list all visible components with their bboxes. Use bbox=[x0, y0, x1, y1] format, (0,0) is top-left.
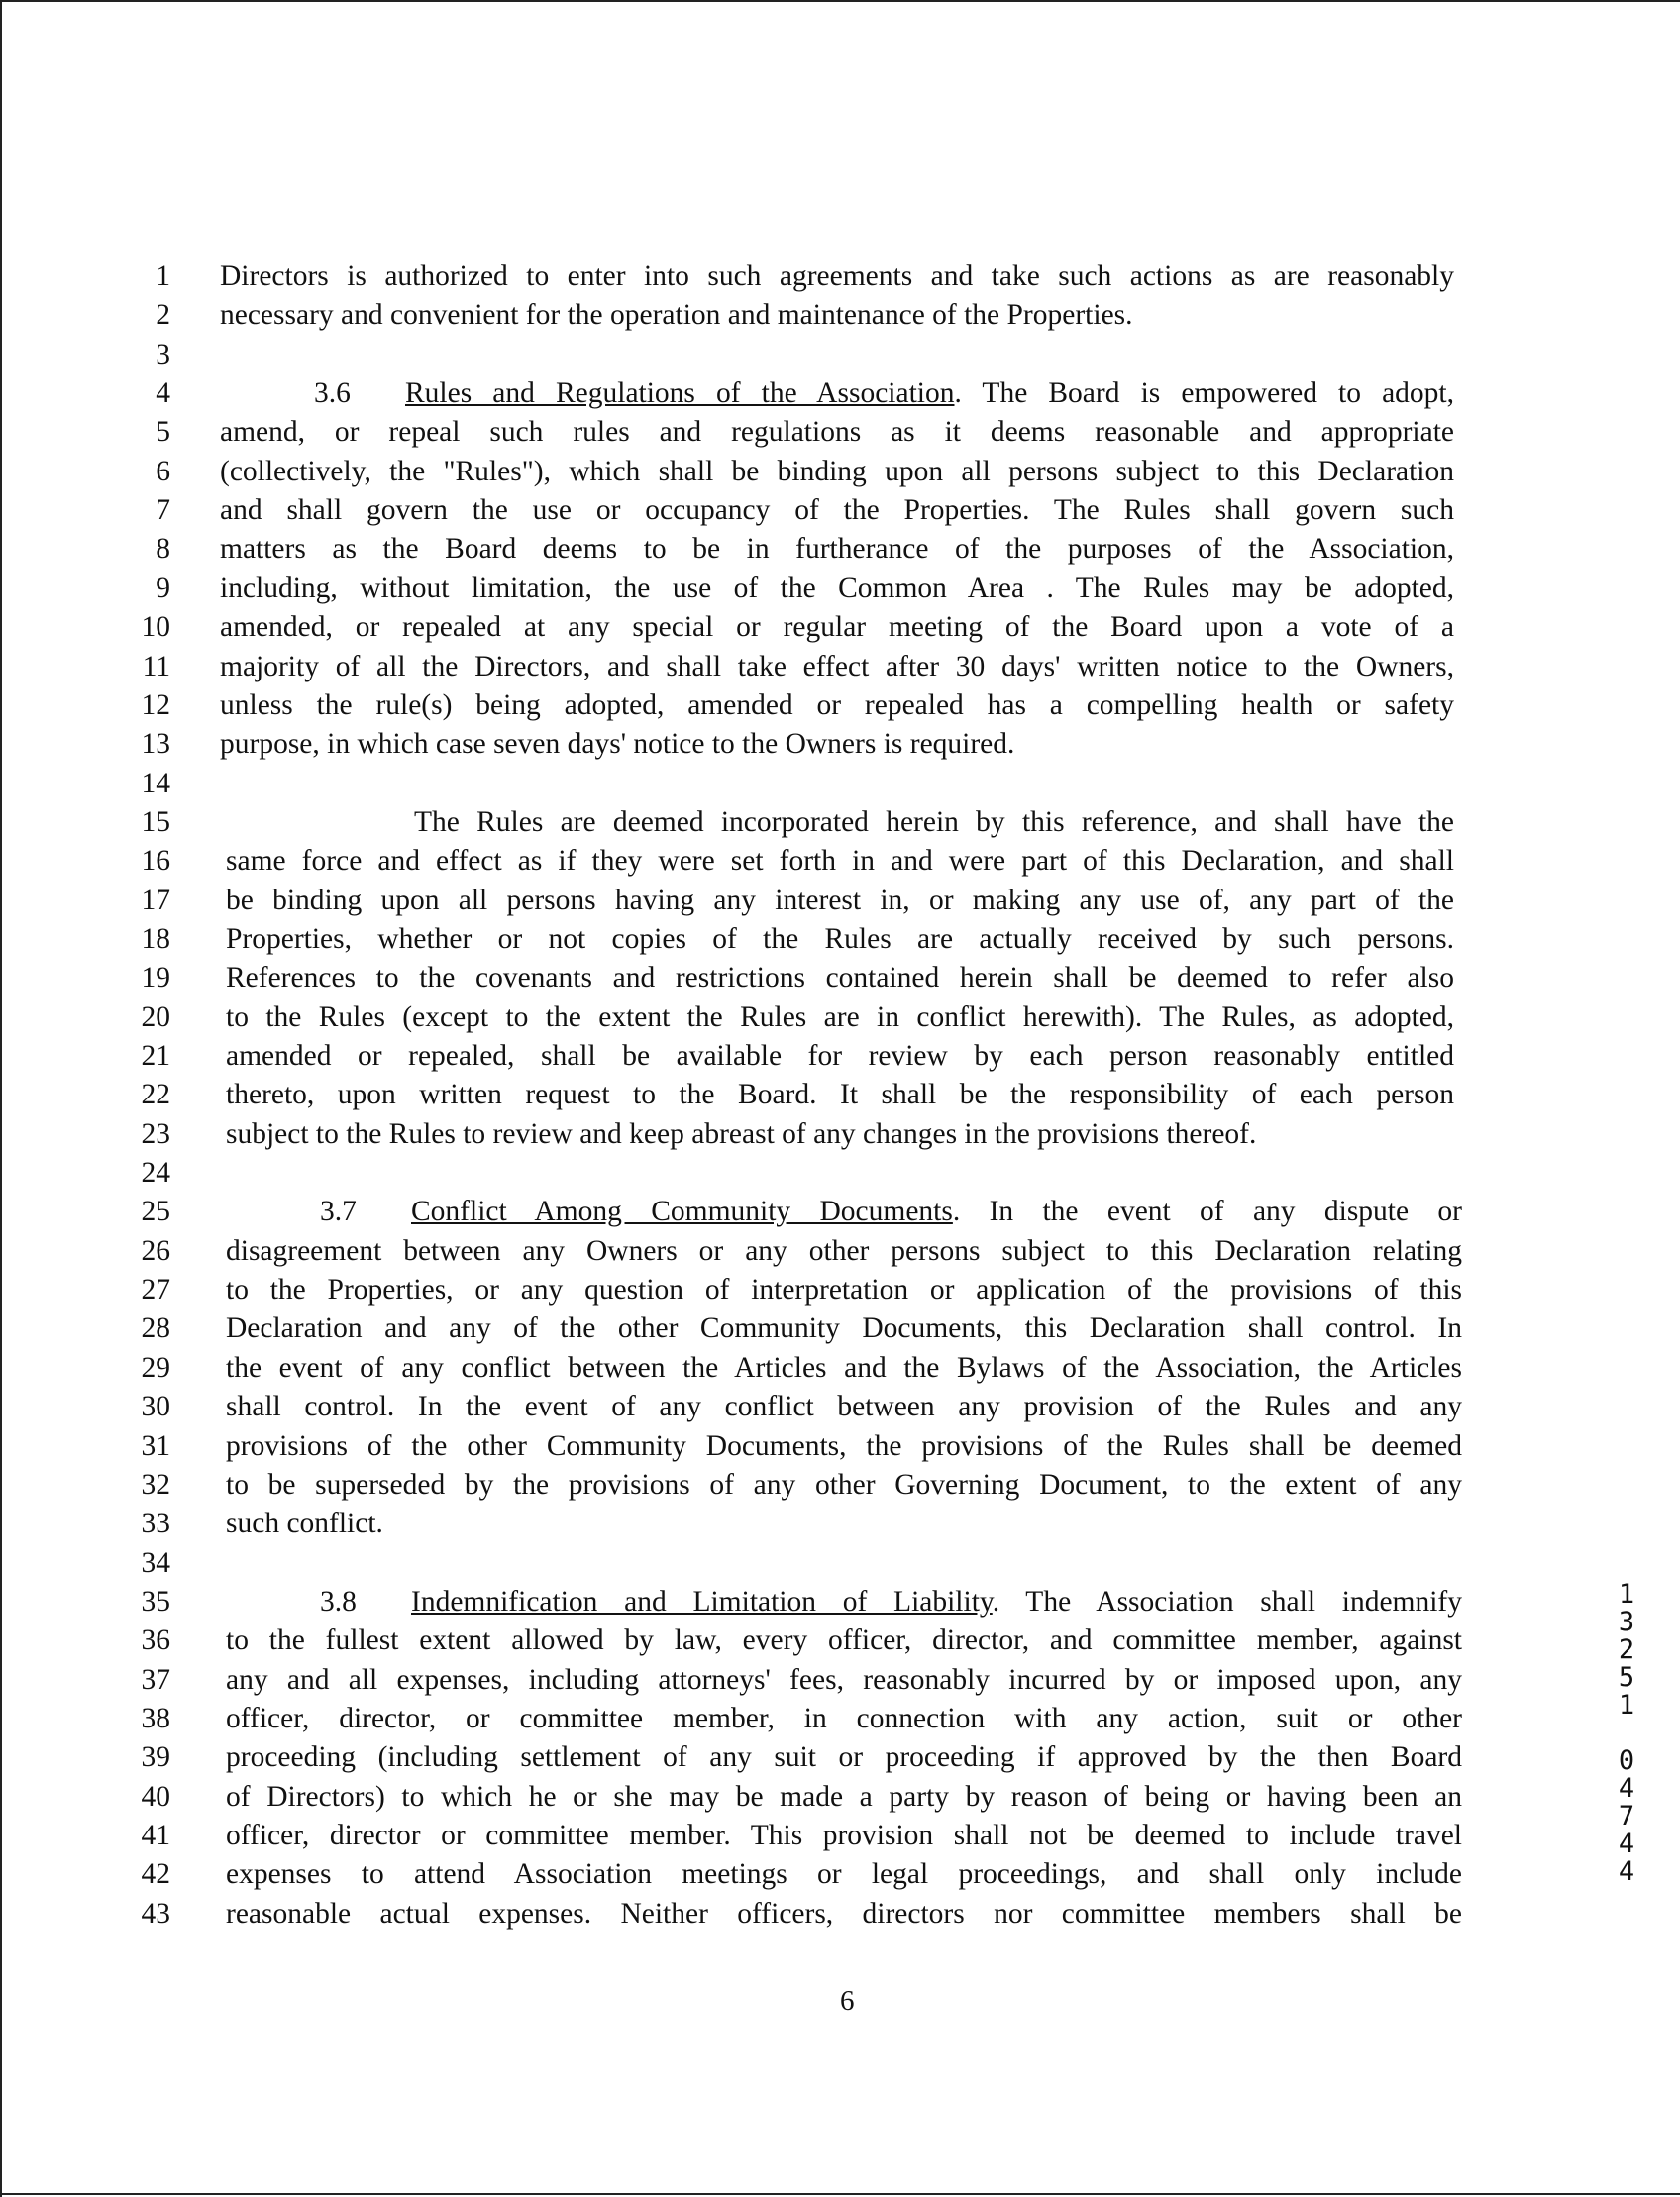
document-line bbox=[0, 1192, 1680, 1231]
line-text: The Rules are deemed incorporated herein by this reference, and shall have the bbox=[414, 805, 1454, 838]
line-text: References to the covenants and restrictions contained herein shall be deemed to refer also bbox=[226, 962, 1454, 994]
document-line bbox=[0, 1816, 1680, 1855]
line-number: 4 bbox=[156, 377, 170, 410]
line-number: 37 bbox=[141, 1663, 170, 1696]
line-number: 41 bbox=[141, 1820, 170, 1851]
document-line bbox=[0, 295, 1680, 335]
line-text: Declaration and any of the other Community Documents, this Declaration shall control. In bbox=[226, 1312, 1462, 1345]
line-text: unless the rule(s) being adopted, amended or repealed has a compelling health or safety bbox=[220, 688, 1454, 721]
line-text: purpose, in which case seven days' notice to the Owners is required. bbox=[220, 728, 1015, 761]
document-line bbox=[0, 607, 1680, 647]
line-text: disagreement between any Owners or any other persons subject to this Declaration relating bbox=[226, 1234, 1462, 1267]
document-line bbox=[0, 1465, 1680, 1505]
line-number: 15 bbox=[141, 805, 170, 838]
line-text: Properties, whether or not copies of the Rules are actually received by such persons. bbox=[226, 922, 1454, 955]
document-line bbox=[0, 724, 1680, 764]
document-line bbox=[0, 412, 1680, 452]
line-number: 17 bbox=[141, 884, 170, 916]
line-number: 13 bbox=[141, 728, 170, 761]
line-text: officer, director, or committee member, in connection with any action, suit or other bbox=[226, 1702, 1462, 1734]
document-line bbox=[0, 373, 1680, 413]
line-text: matters as the Board deems to be in furtherance of the purposes of the Association, bbox=[220, 533, 1454, 566]
document-line bbox=[0, 1854, 1680, 1894]
section-number: 3.8 bbox=[320, 1585, 357, 1618]
section-heading: Indemnification and Limitation of Liability bbox=[411, 1585, 993, 1618]
line-number: 40 bbox=[141, 1780, 170, 1813]
line-text bbox=[320, 1192, 1462, 1231]
line-number: 9 bbox=[156, 572, 170, 604]
document-line bbox=[0, 1773, 1680, 1817]
section-heading: Rules and Regulations of the Association bbox=[405, 377, 955, 410]
document-line bbox=[0, 1075, 1680, 1114]
document-line bbox=[0, 1114, 1680, 1154]
line-text: subject to the Rules to review and keep abreast of any changes in the provisions thereof. bbox=[226, 1117, 1257, 1150]
line-number: 39 bbox=[141, 1741, 170, 1774]
line-number: 28 bbox=[141, 1312, 170, 1345]
document-line bbox=[0, 1504, 1680, 1543]
line-text: majority of all the Directors, and shall take effect after 30 days' written notice to the Owners, bbox=[220, 650, 1454, 682]
document-line bbox=[0, 881, 1680, 920]
line-number: 22 bbox=[141, 1079, 170, 1111]
line-text: to the Rules (except to the extent the Rules are in conflict herewith). The Rules, as adopted, bbox=[226, 1000, 1454, 1033]
line-text: any and all expenses, including attorneys' fees, reasonably incurred by or imposed upon, any bbox=[226, 1663, 1462, 1696]
stamp-digit: 5 bbox=[1618, 1662, 1635, 1693]
line-number: 19 bbox=[141, 962, 170, 994]
stamp-digit: 2 bbox=[1618, 1634, 1635, 1665]
line-number: 25 bbox=[141, 1196, 170, 1228]
line-number: 34 bbox=[141, 1546, 170, 1579]
page-number: 6 bbox=[840, 1985, 855, 2017]
line-number: 35 bbox=[141, 1585, 170, 1618]
line-number: 43 bbox=[141, 1897, 170, 1930]
stamp-digit: 4 bbox=[1618, 1856, 1635, 1887]
stamp-digit: 3 bbox=[1618, 1607, 1635, 1637]
line-number: 23 bbox=[141, 1117, 170, 1150]
document-line bbox=[0, 997, 1680, 1037]
stamp-digit: 4 bbox=[1618, 1829, 1635, 1859]
stamp-digit: 4 bbox=[1618, 1773, 1635, 1804]
line-number: 2 bbox=[156, 299, 170, 332]
line-text: to the fullest extent allowed by law, every officer, director, and committee member, against bbox=[226, 1624, 1462, 1657]
line-number: 31 bbox=[141, 1429, 170, 1462]
line-number: 8 bbox=[156, 533, 170, 566]
line-text bbox=[314, 373, 1454, 413]
page-border-bottom bbox=[0, 2193, 1680, 2195]
line-number: 24 bbox=[141, 1157, 170, 1190]
line-number: 38 bbox=[141, 1702, 170, 1734]
line-text: shall control. In the event of any conflict between any provision of the Rules and any bbox=[226, 1391, 1462, 1423]
line-text: proceeding (including settlement of any suit or proceeding if approved by the then Board bbox=[226, 1741, 1462, 1774]
document-line bbox=[0, 1543, 1680, 1583]
section-text: . The Board is empowered to adopt, bbox=[954, 377, 1454, 410]
stamp-digit: 1 bbox=[1618, 1690, 1635, 1721]
line-text: to be superseded by the provisions of any other Governing Document, to the extent of any bbox=[226, 1468, 1462, 1501]
line-text: reasonable actual expenses. Neither officers, directors nor committee members shall be bbox=[226, 1897, 1462, 1930]
line-number: 36 bbox=[141, 1624, 170, 1657]
line-text: officer, director or committee member. This provision shall not be deemed to include travel bbox=[226, 1820, 1462, 1851]
document-line bbox=[0, 569, 1680, 608]
section-text: . In the event of any dispute or bbox=[952, 1196, 1462, 1228]
document-line bbox=[0, 529, 1680, 569]
stamp-digit: 0 bbox=[1618, 1745, 1635, 1776]
document-line bbox=[0, 1231, 1680, 1271]
document-line bbox=[0, 335, 1680, 374]
line-text: same force and effect as if they were set forth in and were part of this Declaration, and shall bbox=[226, 845, 1454, 878]
recording-stamp bbox=[1617, 1581, 1636, 1886]
line-text: Directors is authorized to enter into such agreements and take such actions as are reasonably bbox=[220, 261, 1454, 292]
document-line bbox=[0, 1348, 1680, 1388]
line-number: 32 bbox=[141, 1468, 170, 1501]
line-text: amended, or repealed at any special or regular meeting of the Board upon a vote of a bbox=[220, 611, 1454, 644]
page-border-top bbox=[0, 0, 1680, 2]
line-number: 29 bbox=[141, 1351, 170, 1384]
document-line bbox=[0, 1426, 1680, 1466]
line-text: expenses to attend Association meetings or legal proceedings, and shall only include bbox=[226, 1858, 1462, 1891]
document-line bbox=[0, 1621, 1680, 1660]
stamp-digit: 7 bbox=[1618, 1801, 1635, 1831]
document-line bbox=[0, 647, 1680, 686]
document-line bbox=[0, 1737, 1680, 1777]
line-number: 18 bbox=[141, 922, 170, 955]
line-number: 21 bbox=[141, 1040, 170, 1072]
line-text: and shall govern the use or occupancy of the Properties. The Rules shall govern such bbox=[220, 494, 1454, 527]
line-number: 12 bbox=[141, 688, 170, 721]
document-line bbox=[0, 1153, 1680, 1193]
line-text: to the Properties, or any question of interpretation or application of the provisions of this bbox=[226, 1274, 1462, 1307]
document-line bbox=[0, 1660, 1680, 1700]
line-text: amend, or repeal such rules and regulations as it deems reasonable and appropriate bbox=[220, 416, 1454, 449]
line-number: 6 bbox=[156, 455, 170, 487]
line-text: including, without limitation, the use of the Common Area . The Rules may be adopted, bbox=[220, 572, 1454, 604]
line-text: the event of any conflict between the Articles and the Bylaws of the Association, the Articles bbox=[226, 1351, 1462, 1384]
document-line bbox=[0, 452, 1680, 491]
line-number: 3 bbox=[156, 338, 170, 370]
stamp-digit: 1 bbox=[1618, 1579, 1635, 1610]
section-number: 3.7 bbox=[320, 1196, 357, 1228]
line-number: 10 bbox=[141, 611, 170, 644]
section-text: . The Association shall indemnify bbox=[992, 1585, 1463, 1618]
document-line bbox=[0, 919, 1680, 959]
line-number: 5 bbox=[156, 416, 170, 449]
line-number: 20 bbox=[141, 1000, 170, 1033]
document-line bbox=[0, 1036, 1680, 1076]
document-line bbox=[0, 958, 1680, 997]
line-text: amended or repealed, shall be available for review by each person reasonably entitled bbox=[226, 1040, 1454, 1072]
document-line bbox=[0, 490, 1680, 530]
document-line bbox=[0, 1894, 1680, 1934]
document-line bbox=[0, 685, 1680, 725]
line-text: of Directors) to which he or she may be made a party by reason of being or having been an bbox=[226, 1780, 1462, 1813]
document-line bbox=[0, 802, 1680, 842]
line-number: 16 bbox=[141, 845, 170, 878]
line-number: 11 bbox=[142, 650, 170, 682]
line-number: 42 bbox=[141, 1858, 170, 1891]
line-text: such conflict. bbox=[226, 1508, 383, 1540]
line-number: 27 bbox=[141, 1274, 170, 1307]
document-line bbox=[0, 1699, 1680, 1738]
document-line bbox=[0, 841, 1680, 881]
document-line bbox=[0, 1270, 1680, 1309]
line-number: 26 bbox=[141, 1234, 170, 1267]
document-line bbox=[0, 1387, 1680, 1426]
line-number: 7 bbox=[156, 494, 170, 527]
line-number: 33 bbox=[141, 1508, 170, 1540]
section-heading: Conflict Among Community Documents bbox=[411, 1196, 953, 1228]
document-line bbox=[0, 1308, 1680, 1348]
line-text: necessary and convenient for the operation and maintenance of the Properties. bbox=[220, 299, 1133, 332]
line-number: 14 bbox=[141, 767, 170, 799]
section-number: 3.6 bbox=[314, 377, 351, 410]
line-text: provisions of the other Community Documents, the provisions of the Rules shall be deemed bbox=[226, 1429, 1462, 1462]
document-line bbox=[0, 764, 1680, 803]
line-text bbox=[320, 1582, 1462, 1622]
line-text: be binding upon all persons having any interest in, or making any use of, any part of the bbox=[226, 884, 1454, 916]
document-line bbox=[0, 1579, 1680, 1622]
line-number: 30 bbox=[141, 1391, 170, 1423]
document-line bbox=[0, 257, 1680, 296]
line-number: 1 bbox=[156, 261, 170, 292]
stamp-digit bbox=[1617, 1720, 1636, 1747]
line-text: (collectively, the "Rules"), which shall be binding upon all persons subject to this Declaration bbox=[220, 455, 1454, 487]
line-text: thereto, upon written request to the Board. It shall be the responsibility of each person bbox=[226, 1079, 1454, 1111]
